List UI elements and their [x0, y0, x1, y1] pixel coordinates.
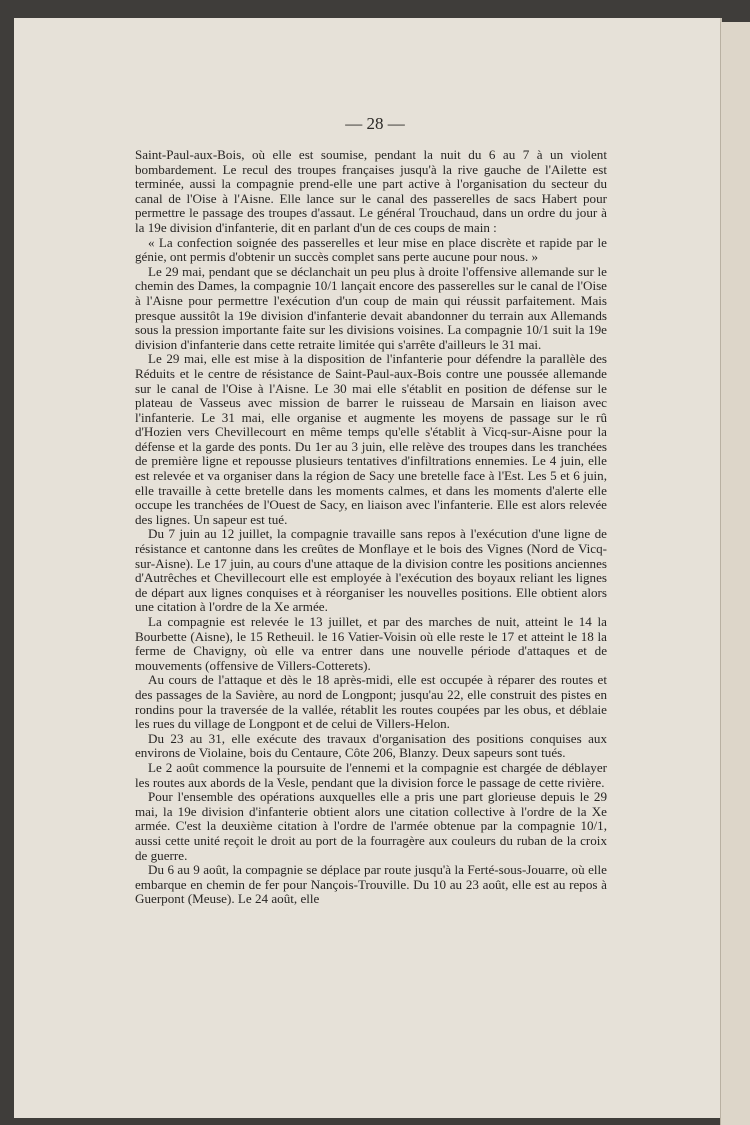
paragraph: Le 2 août commence la poursuite de l'ennemi et la compagnie est chargée de déblayer les routes aux abords de la Vesle, pendant que la division force le passage de cette rivière.	[135, 759, 607, 790]
paragraph: Du 23 au 31, elle exécute des travaux d'organisation des positions conquises aux environs de Violaine, bois du Centaure, Côte 206, Blanzy. Deux sapeurs sont tués.	[135, 730, 607, 761]
body-text	[135, 148, 607, 907]
page-number: — 28 —	[345, 114, 405, 133]
paragraph: Le 29 mai, pendant que se déclanchait un peu plus à droite l'offensive allemande sur le chemin des Dames, la compagnie 10/1 lançait encore des passerelles sur le canal de l'Oise à l'Aisne pour permettre l'exécution d'un coup de main qui réussit parfaitement. Mais presque aussitôt la 19e division d'infanterie devait abandonner du terrain aux Allemands sous la pression importante faite sur les divisions voisines. La compagnie 10/1 suit la 19e division d'infanterie dans cette retraite limitée qui s'arrête d'ailleurs le 31 mai.	[135, 263, 607, 352]
paragraph: Pour l'ensemble des opérations auxquelles elle a pris une part glorieuse depuis le 29 mai, la 19e division d'infanterie obtient alors une citation collective à l'ordre de la Xe armée. C'est la deuxième citation à l'ordre de l'armée obtenue par la compagnie 10/1, aussi cette unité reçoit le droit au port de la fourragère aux couleurs du ruban de la croix de guerre.	[135, 789, 607, 863]
paragraph: Le 29 mai, elle est mise à la disposition de l'infanterie pour défendre la parallèle des Réduits et le centre de résistance de Saint-Paul-aux-Bois contre une poussée allemande sur le canal de l'Oise à l'Aisne. Le 30 mai elle s'établit en position de défense sur le plateau de Vasseus avec mission de barrer le ruisseau de Marsain en liaison avec l'infanterie. Le 31 mai, elle organise et augmente les moyens de passage sur le rû d'Hozien vers Chevillecourt en même temps qu'elle s'établit à Vicq-sur-Aisne pour la défense et la garde des ponts. Du 1er au 3 juin, elle relève des troupes dans les tranchées de première ligne et repousse plusieurs tentatives d'infiltrations ennemies. Le 4 juin, elle est relevée et va organiser dans la région de Sacy une bretelle face à l'Est. Les 5 et 6 juin, elle travaille à cette bretelle dans les moments calmes, et dans les moments d'alerte elle occupe les tranchées de l'Ouest de Sacy, en liaison avec l'infanterie. Elle est alors relevée des lignes. Un sapeur est tué.	[135, 351, 607, 527]
next-page-edge	[720, 22, 750, 1125]
paragraph: Du 7 juin au 12 juillet, la compagnie travaille sans repos à l'exécution d'une ligne de résistance et cantonne dans les creûtes de Monflaye et le bois des Vignes (Nord de Vicq-sur-Aisne). Le 17 juin, au cours d'une attaque de la division contre les positions anciennes d'Autrêches et Chevillecourt elle est employée à l'exécution des boyaux reliant les lignes de départ aux lignes conquises et à réorganiser les nouvelles positions. Elle obtient alors une citation à l'ordre de la Xe armée.	[135, 526, 607, 615]
paragraph: Saint-Paul-aux-Bois, où elle est soumise, pendant la nuit du 6 au 7 à un violent bombardement. Le recul des troupes françaises jusqu'à la rive gauche de l'Ailette est terminée, aussi la compagnie prend-elle une part active à l'organisation du secteur du canal de l'Oise à l'Aisne. Elle lance sur le canal des passerelles de sacs Habert pour permettre le passage des troupes d'assaut. Le général Trouchaud, dans un ordre du jour à la 19e division d'infanterie, dit en parlant d'un de ces coups de main :	[135, 147, 607, 235]
paragraph: Au cours de l'attaque et dès le 18 après-midi, elle est occupée à réparer des routes et des passages de la Savière, au nord de Longpont; jusqu'au 22, elle construit des pistes en rondins pour la traversée de la vallée, rétablit les routes coupées par les obus, et déblaie les rues du village de Longpont et de celui de Villers-Helon.	[135, 672, 607, 732]
paragraph: « La confection soignée des passerelles et leur mise en place discrète et rapide par le génie, ont permis d'obtenir un succès complet sans perte aucune pour nous. »	[135, 234, 607, 265]
paragraph: Du 6 au 9 août, la compagnie se déplace par route jusqu'à la Ferté-sous-Jouarre, où elle embarque en chemin de fer pour Nançois-Trouville. Du 10 au 23 août, elle est au repos à Guerpont (Meuse). Le 24 août, elle	[135, 862, 607, 907]
paragraph: La compagnie est relevée le 13 juillet, et par des marches de nuit, atteint le 14 la Bourbette (Aisne), le 15 Retheuil. le 16 Vatier-Voisin où elle reste le 17 et atteint le 18 la ferme de Chavigny, où elle va entrer dans une nouvelle période d'attaques et de mouvements (offensive de Villers-Cotterets).	[135, 614, 607, 673]
